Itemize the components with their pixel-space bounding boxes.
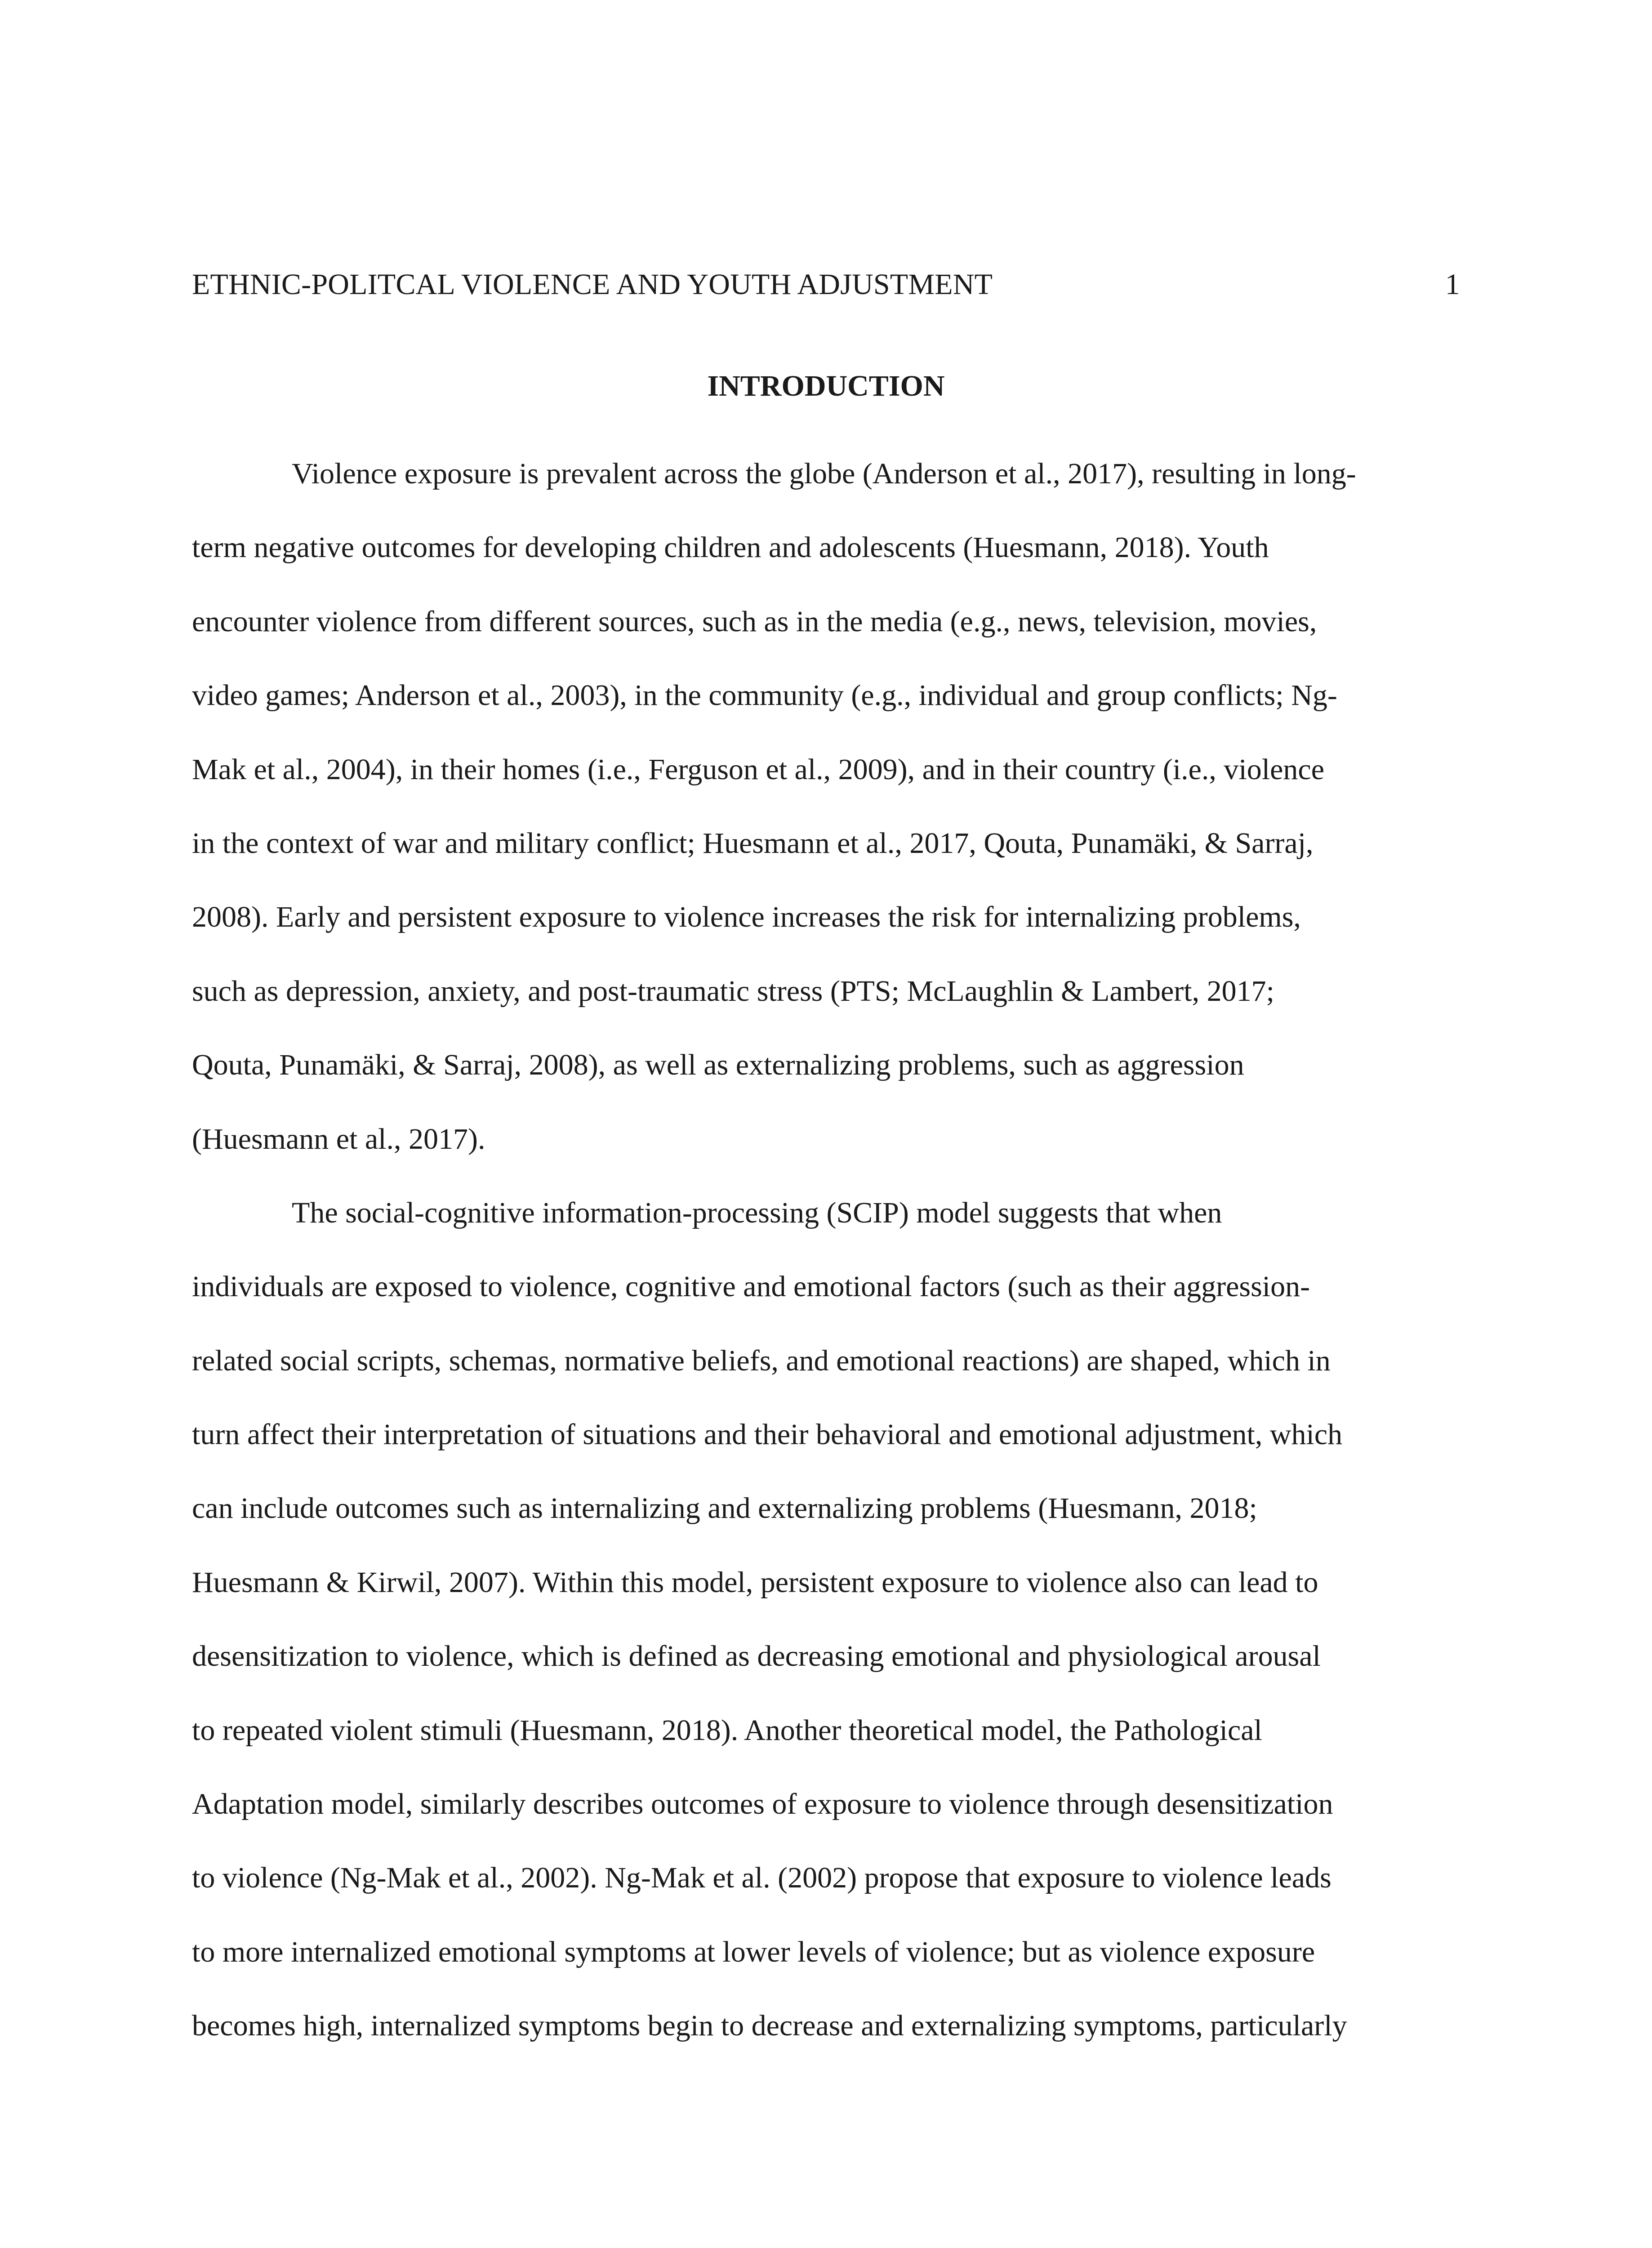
text-line: in the context of war and military conflict; Huesmann et al., 2017, Qouta, Punamäki, & Sarraj, [192,826,1314,860]
text-line: to more internalized emotional symptoms at lower levels of violence; but as violence exposure [192,1935,1315,1968]
text-line: turn affect their interpretation of situations and their behavioral and emotional adjustment, which [192,1418,1343,1451]
text-line: term negative outcomes for developing children and adolescents (Huesmann, 2018). Youth [192,531,1269,564]
text-line: Qouta, Punamäki, & Sarraj, 2008), as well as externalizing problems, such as aggression [192,1048,1244,1082]
text-line: Adaptation model, similarly describes outcomes of exposure to violence through desensitization [192,1788,1333,1821]
running-head [192,270,1460,299]
text-line: Huesmann & Kirwil, 2007). Within this model, persistent exposure to violence also can lead to [192,1566,1318,1599]
section-heading: INTRODUCTION [707,370,945,402]
text-line: related social scripts, schemas, normative beliefs, and emotional reactions) are shaped, which in [192,1344,1331,1377]
text-line: video games; Anderson et al., 2003), in the community (e.g., individual and group conflicts; Ng- [192,679,1337,712]
body-text [192,437,1460,2063]
text-line: Mak et al., 2004), in their homes (i.e., Ferguson et al., 2009), and in their country (i.e., violence [192,753,1324,786]
text-line: desensitization to violence, which is defined as decreasing emotional and physiological arousal [192,1640,1321,1673]
text-line: can include outcomes such as internalizing and externalizing problems (Huesmann, 2018; [192,1492,1257,1525]
text-line: Violence exposure is prevalent across the globe (Anderson et al., 2017), resulting in long- [292,457,1356,490]
text-line: (Huesmann et al., 2017). [192,1122,485,1155]
paragraph-1 [192,437,1460,1176]
text-line: The social-cognitive information-processing (SCIP) model suggests that when [292,1196,1222,1229]
text-line: to repeated violent stimuli (Huesmann, 2018). Another theoretical model, the Pathological [192,1713,1262,1747]
page-number: 1 [1445,268,1460,301]
text-line: such as depression, anxiety, and post-traumatic stress (PTS; McLaughlin & Lambert, 2017; [192,974,1274,1008]
text-line: becomes high, internalized symptoms begin to decrease and externalizing symptoms, particularly [192,2009,1347,2043]
running-head-title: ETHNIC-POLITCAL VIOLENCE AND YOUTH ADJUSTMENT [192,268,993,301]
paragraph-2 [192,1176,1460,2063]
text-line: individuals are exposed to violence, cognitive and emotional factors (such as their aggression- [192,1270,1310,1303]
text-line: encounter violence from different sources, such as in the media (e.g., news, television, movies, [192,605,1317,638]
text-line: 2008). Early and persistent exposure to violence increases the risk for internalizing problems, [192,901,1301,934]
text-line: to violence (Ng-Mak et al., 2002). Ng-Mak et al. (2002) propose that exposure to violence leads [192,1861,1331,1895]
